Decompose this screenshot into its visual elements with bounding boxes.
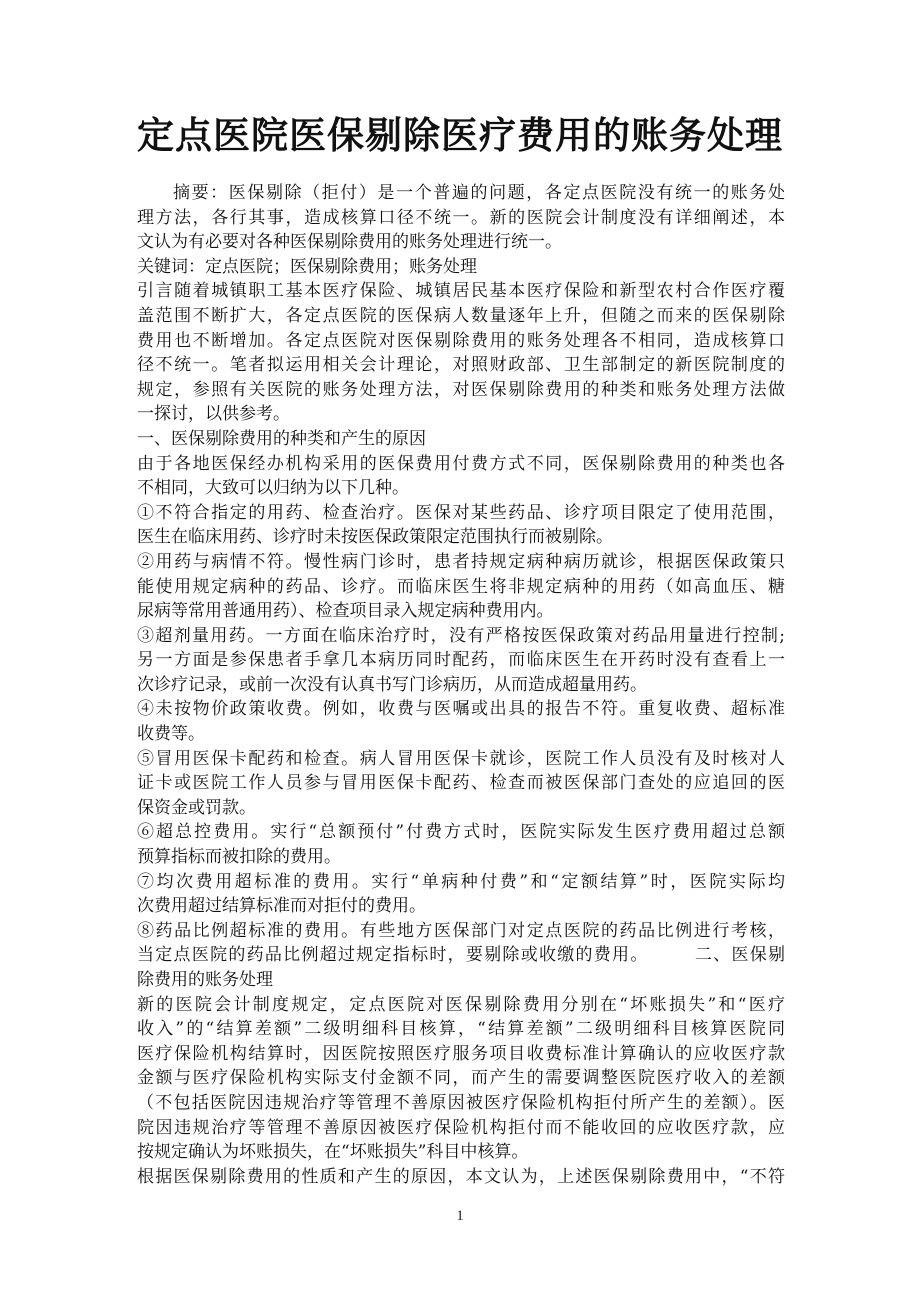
document-title: 定点医院医保剔除医疗费用的账务处理 [137, 114, 783, 157]
text-line: 另一方面是参保患者手拿几本病历同时配药，而临床医生在开药时没有查看上一 [137, 650, 785, 671]
text-line: 收入”的“结算差额”二级明细科目核算，“结算差额”二级明细科目核算医院同 [137, 1019, 785, 1040]
text-line: ③超剂量用药。一方面在临床治疗时，没有严格按医保政策对药品用量进行控制; [137, 625, 785, 646]
text-line: 尿病等常用普通用药）、检查项目录入规定病种费用内。 [137, 601, 554, 622]
document-body [137, 181, 785, 1189]
text-line: 费用也不断增加。各定点医院对医保剔除费用的账务处理各不相同，造成核算口 [137, 330, 785, 351]
text-line: ⑤冒用医保卡配药和检查。病人冒用医保卡就诊，医院工作人员没有及时核对人 [137, 748, 785, 769]
text-line: 引言随着城镇职工基本医疗保险、城镇居民基本医疗保险和新型农村合作医疗覆 [137, 281, 785, 302]
page-number: 1 [456, 1208, 464, 1224]
text-line: ⑥超总控费用。实行“总额预付”付费方式时，医院实际发生医疗费用超过总额 [137, 822, 785, 843]
text-line: 摘要：医保剔除（拒付）是一个普遍的问题，各定点医院没有统一的账务处 [173, 183, 785, 203]
text-line: 新的医院会计制度规定，定点医院对医保剔除费用分别在“坏账损失”和“医疗 [137, 994, 785, 1015]
text-line: 一探讨，以供参考。 [137, 404, 290, 425]
text-line: 理方法，各行其事，造成核算口径不统一。新的医院会计制度没有详细阐述，本 [137, 207, 785, 228]
text-line: 金额与医疗保险机构实际支付金额不同，而产生的需要调整医院医疗收入的差额 [137, 1068, 785, 1089]
text-line: 径不统一。笔者拟运用相关会计理论，对照财政部、卫生部制定的新医院制度的 [137, 355, 785, 376]
text-line: ⑧药品比例超标准的费用。有些地方医保部门对定点医院的药品比例进行考核， [137, 920, 785, 941]
text-line: 不相同，大致可以归纳为以下几种。 [137, 478, 409, 499]
text-line: 保资金或罚款。 [137, 797, 256, 818]
text-line: 盖范围不断扩大，各定点医院的医保病人数量逐年上升，但随之而来的医保剔除 [137, 305, 785, 326]
text-line: 能使用规定病种的药品、诊疗。而临床医生将非规定病种的用药（如高血压、糖 [137, 576, 785, 597]
text-line: （不包括医院因违规治疗等管理不善原因被医疗保险机构拒付所产生的差额）。医 [137, 1092, 785, 1113]
text-line: 关键词：定点医院；医保剔除费用；账务处理 [137, 256, 477, 277]
text-line: 由于各地医保经办机构采用的医保费用付费方式不同，医保剔除费用的种类也各 [137, 453, 785, 474]
text-line: 按规定确认为坏账损失，在“坏账损失”科目中核算。 [137, 1142, 529, 1163]
text-line: 收费等。 [137, 724, 205, 745]
text-line: ①不符合指定的用药、检查治疗。医保对某些药品、诊疗项目限定了使用范围， [137, 502, 785, 523]
text-line: 规定，参照有关医院的账务处理方法，对医保剔除费用的种类和账务处理方法做 [137, 379, 785, 400]
text-line: 根据医保剔除费用的性质和产生的原因，本文认为，上述医保剔除费用中，“不符 [137, 1166, 785, 1187]
text-line: 预算指标而被扣除的费用。 [137, 847, 341, 868]
text-line: 一、医保剔除费用的种类和产生的原因 [137, 428, 426, 449]
text-line: 除费用的账务处理 [137, 970, 273, 990]
text-line: 当定点医院的药品比例超过规定指标时，要剔除或收缴的费用。 二、医保剔 [137, 945, 785, 966]
text-line: 院因违规治疗等管理不善原因被医疗保险机构拒付而不能收回的应收医疗款，应 [137, 1117, 785, 1138]
text-line: 文认为有必要对各种医保剔除费用的账务处理进行统一。 [137, 232, 562, 253]
text-line: ②用药与病情不符。慢性病门诊时，患者持规定病种病历就诊，根据医保政策只 [137, 551, 785, 572]
text-line: 医生在临床用药、诊疗时未按医保政策限定范围执行而被剔除。 [137, 527, 613, 548]
text-line: 次费用超过结算标准而对拒付的费用。 [137, 896, 426, 917]
text-line: 次诊疗记录，或前一次没有认真书写门诊病历，从而造成超量用药。 [137, 674, 647, 695]
text-line: 医疗保险机构结算时，因医院按照医疗服务项目收费标准计算确认的应收医疗款 [137, 1043, 785, 1064]
text-line: ④未按物价政策收费。例如，收费与医嘱或出具的报告不符。重复收费、超标准 [137, 699, 785, 720]
text-line: 证卡或医院工作人员参与冒用医保卡配药、检查而被医保部门查处的应追回的医 [137, 773, 785, 794]
text-line: ⑦均次费用超标准的费用。实行“单病种付费”和“定额结算”时，医院实际均 [137, 871, 785, 892]
